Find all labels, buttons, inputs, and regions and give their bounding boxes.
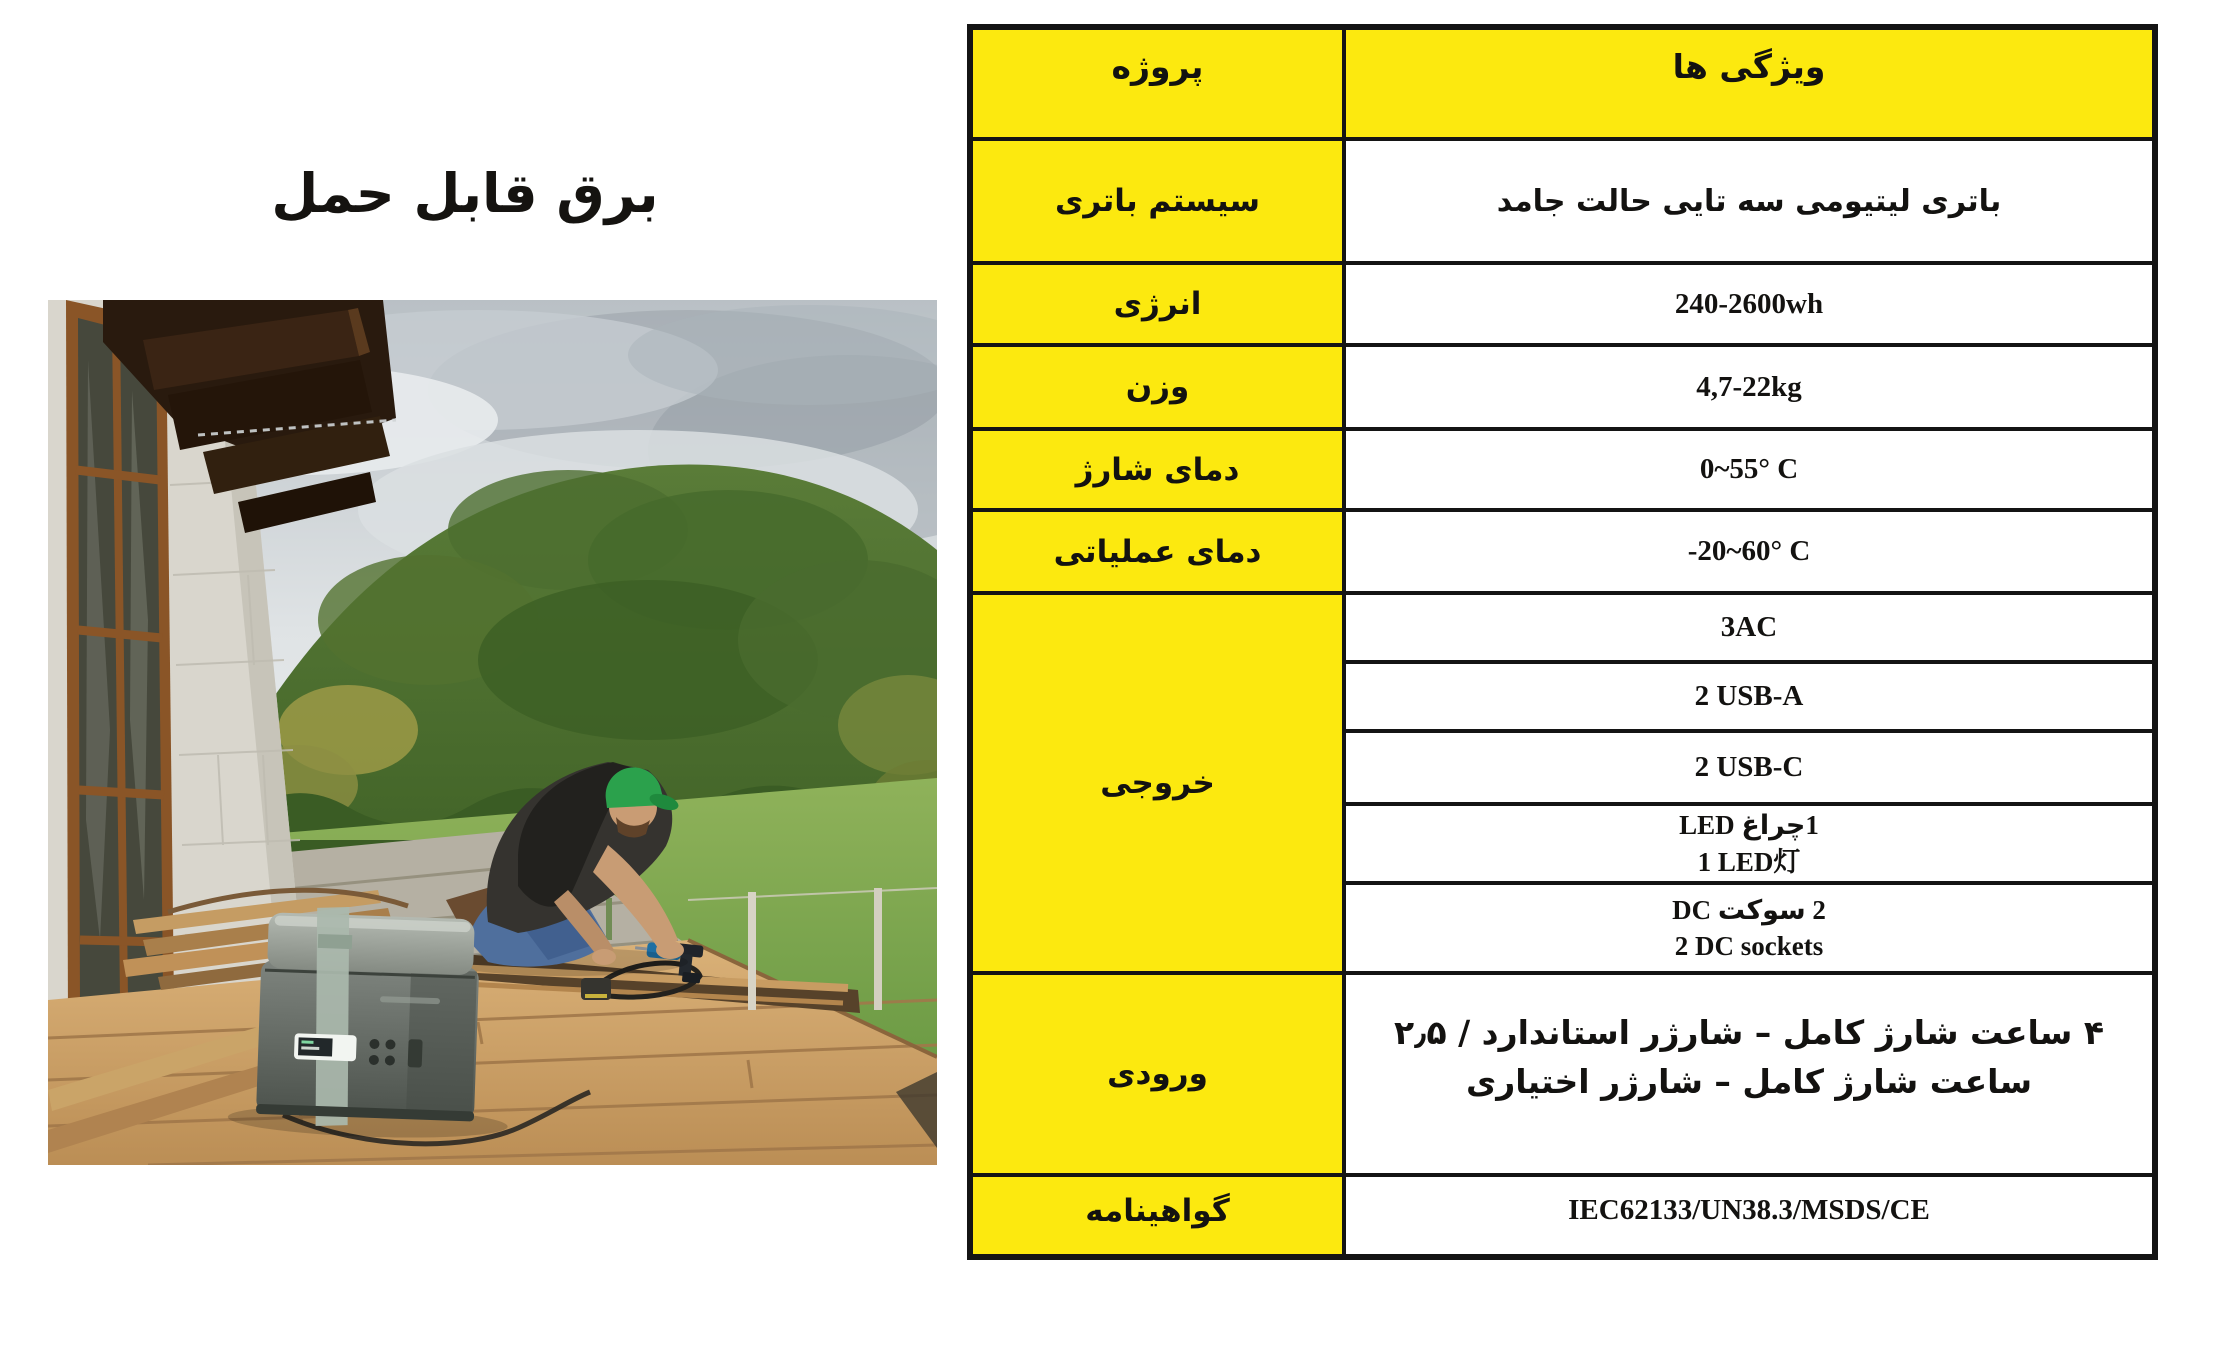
row-energy <box>970 263 2155 345</box>
page-title: برق قابل حمل <box>271 162 659 225</box>
value-output-led <box>1344 804 2155 883</box>
value-input: ۴ ساعت شارژ کامل – شارژر استاندارد / ۲٫۵ ساعت شارژ کامل – شارژر اختیاری <box>1344 973 2155 1175</box>
value-output-ac: 3AC <box>1344 593 2155 662</box>
hero-photo-illustration <box>48 300 937 1165</box>
label-input: ورودی <box>970 973 1344 1175</box>
row-weight <box>970 345 2155 429</box>
value-weight: 4,7-22kg <box>1344 345 2155 429</box>
value-battery-system: باتری لیتیومی سه تایی حالت جامد <box>1344 139 2155 263</box>
label-output: خروجی <box>970 593 1344 973</box>
led-line-fa: 1چراغ LED <box>1679 810 1819 841</box>
value-output-dc <box>1344 883 2155 973</box>
label-battery-system: سیستم باتری <box>970 139 1344 263</box>
value-certificate: IEC62133/UN38.3/MSDS/CE <box>1344 1175 2155 1257</box>
spec-table <box>967 24 2158 1260</box>
dc-line-fa: 2 سوکت DC <box>1672 894 1826 925</box>
dc-line-en: 2 DC sockets <box>1674 931 1824 961</box>
value-energy: 240-2600wh <box>1344 263 2155 345</box>
row-battery-system <box>970 139 2155 263</box>
label-weight: وزن <box>970 345 1344 429</box>
row-charge-temp <box>970 429 2155 510</box>
value-output-usb-c: 2 USB-C <box>1344 731 2155 804</box>
table-header-row <box>970 27 2155 139</box>
value-output-usb-a: 2 USB-A <box>1344 662 2155 731</box>
row-operating-temp <box>970 510 2155 593</box>
label-certificate: گواهینامه <box>970 1175 1344 1257</box>
label-energy: انرژی <box>970 263 1344 345</box>
row-output-ac <box>970 593 2155 662</box>
tape-measure <box>581 978 611 1000</box>
label-charge-temp: دمای شارژ <box>970 429 1344 510</box>
col-header-features: ویژگی ها <box>1344 27 2155 139</box>
led-line-en: 1 LED灯 <box>1697 846 1801 877</box>
row-certificate <box>970 1175 2155 1257</box>
label-operating-temp: دمای عملیاتی <box>970 510 1344 593</box>
col-header-project: پروژه <box>970 27 1344 139</box>
hero-photo <box>48 300 937 1165</box>
power-station-graphic <box>227 903 515 1142</box>
row-input <box>970 973 2155 1175</box>
station-display <box>294 1033 357 1061</box>
value-charge-temp: 0~55° C <box>1344 429 2155 510</box>
value-operating-temp: -20~60° C <box>1344 510 2155 593</box>
